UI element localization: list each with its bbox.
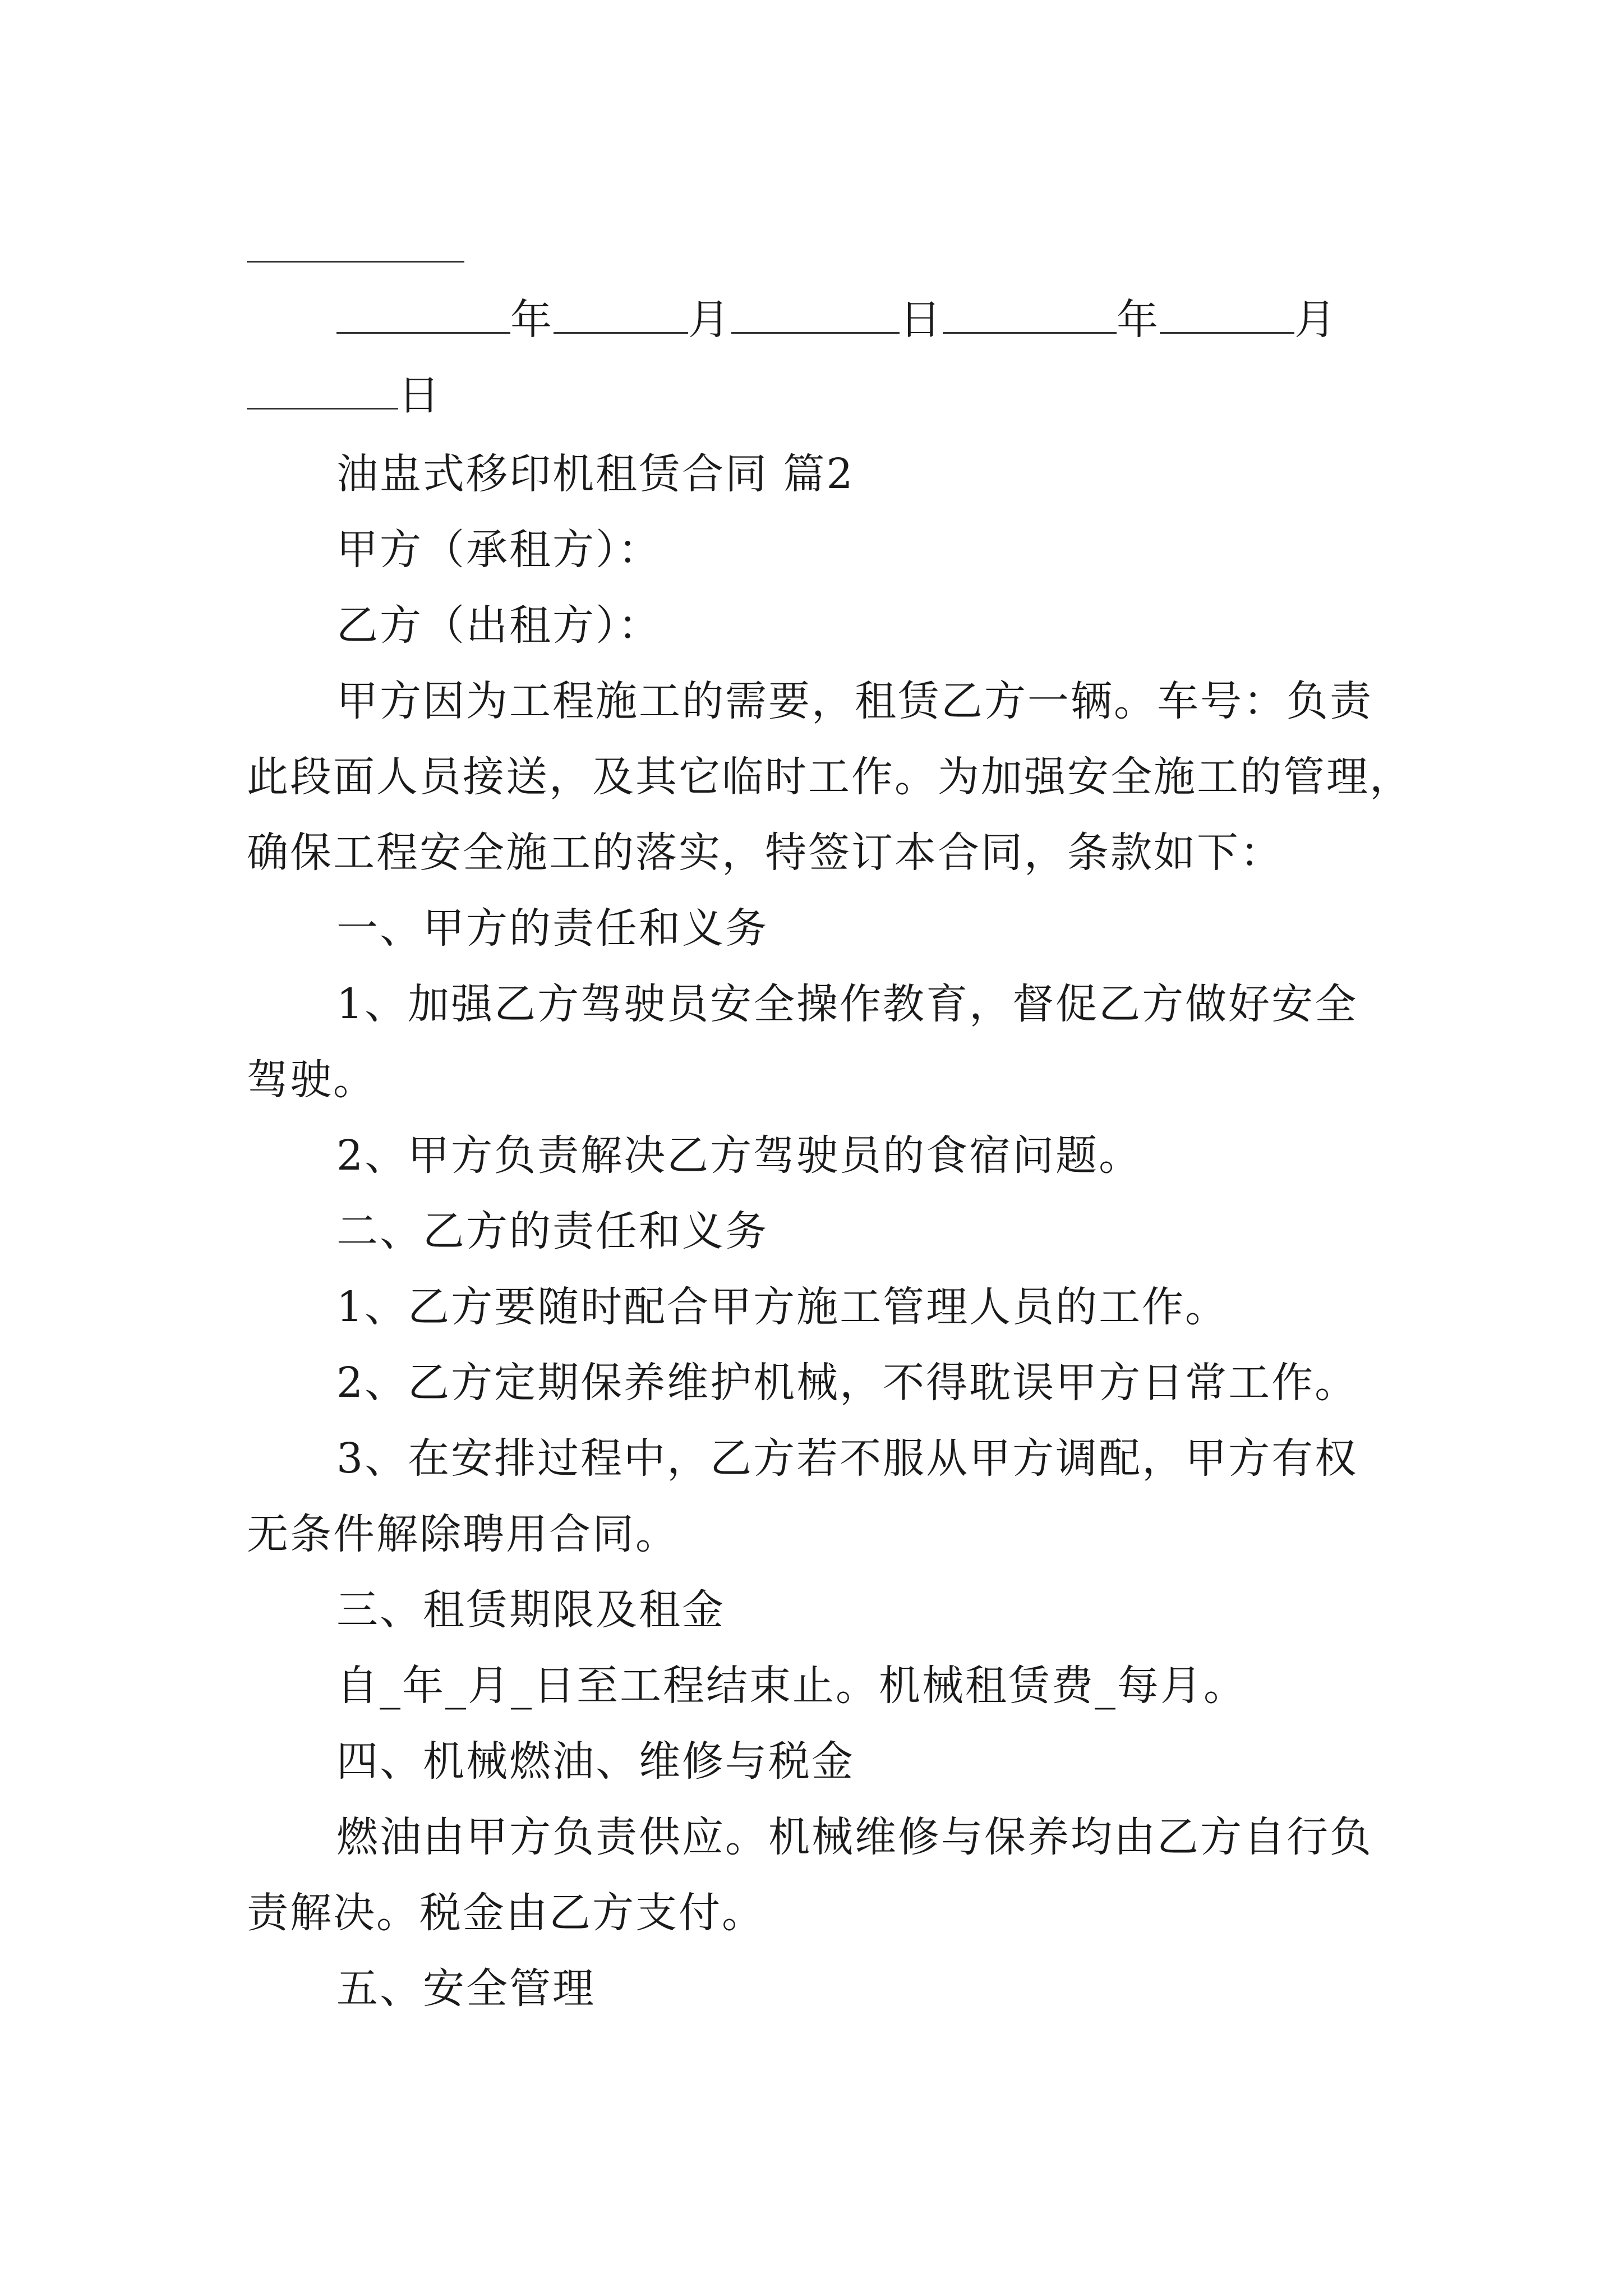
month-label-2: 月: [1294, 296, 1338, 344]
date-line-continued: [247, 367, 1385, 424]
party-a-label: 甲方（承租方）：: [336, 526, 661, 574]
section1-item1-line1: 1、加强乙方驾驶员安全操作教育，督促乙方做好安全: [336, 980, 1358, 1028]
section4-heading: 四、机械燃油、维修与税金: [336, 1737, 855, 1786]
section1-item1-line2: 驾驶。: [247, 1056, 376, 1104]
section2-item2: 2、乙方定期保养维护机械，不得耽误甲方日常工作。: [336, 1359, 1358, 1407]
year-blank-2: [943, 293, 1117, 334]
document-title: 油盅式移印机租赁合同 篇2: [336, 450, 855, 498]
year-blank: [336, 293, 510, 334]
month-label: 月: [688, 296, 731, 344]
section2-item3-line2: 无条件解除聘用合同。: [247, 1510, 679, 1558]
month-blank-2: [1160, 293, 1294, 334]
intro-line-2: 此段面人员接送，及其它临时工作。为加强安全施工的管理，: [247, 753, 1413, 801]
section1-item2: 2、甲方负责解决乙方驾驶员的食宿问题。: [336, 1131, 1142, 1180]
section4-body-line1: 燃油由甲方负责供应。机械维修与保养均由乙方自行负: [336, 1813, 1373, 1861]
section3-heading: 三、租赁期限及租金: [336, 1586, 725, 1634]
party-b-label: 乙方（出租方）：: [336, 601, 661, 650]
section5-heading: 五、安全管理: [336, 1964, 596, 2013]
section1-heading: 一、甲方的责任和义务: [336, 904, 768, 953]
intro-line-3: 确保工程安全施工的落实，特签订本合同，条款如下：: [247, 829, 1283, 877]
date-line: [336, 292, 1385, 348]
section3-body: 自_年_月_日至工程结束止。机械租赁费_每月。: [336, 1662, 1247, 1710]
year-label-2: 年: [1117, 296, 1160, 344]
day-label: 日: [900, 296, 943, 344]
section2-heading: 二、乙方的责任和义务: [336, 1207, 768, 1255]
day-blank-2: [247, 369, 398, 409]
section2-item3-line1: 3、在安排过程中，乙方若不服从甲方调配，甲方有权: [336, 1434, 1358, 1483]
day-label-2: 日: [398, 371, 441, 420]
signature-blank-line: [247, 261, 464, 263]
month-blank: [554, 293, 688, 334]
day-blank: [731, 293, 900, 334]
intro-line-1: 甲方因为工程施工的需要，租赁乙方一辆。车号：负责: [336, 677, 1373, 725]
year-label: 年: [510, 296, 554, 344]
section4-body-line2: 责解决。税金由乙方支付。: [247, 1889, 765, 1937]
section2-item1: 1、乙方要随时配合甲方施工管理人员的工作。: [336, 1283, 1229, 1331]
